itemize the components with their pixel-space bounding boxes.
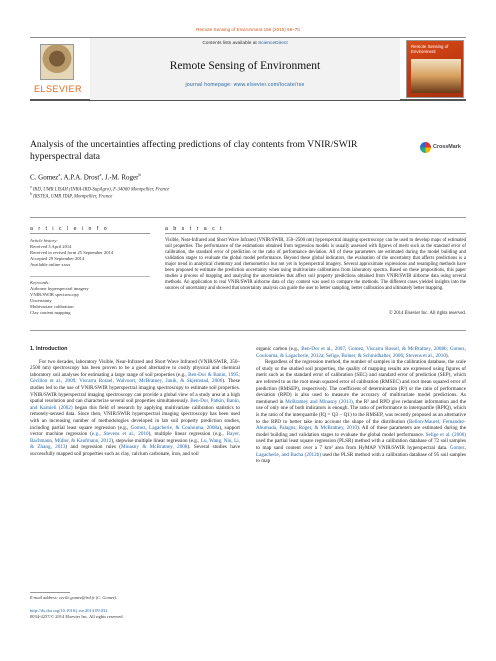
divider <box>30 217 466 218</box>
crossmark-label: CrossMark <box>433 144 461 150</box>
sciencedirect-link[interactable]: ScienceDirect <box>258 41 288 46</box>
citation-link[interactable]: Gomez, Lagacherie, & Coulouma, 2008a <box>130 424 220 431</box>
author-separator: , <box>60 173 64 182</box>
divider <box>30 233 150 234</box>
affiliation-mark: a <box>30 185 32 189</box>
paragraph-text: ), multiple linear regression (e.g., <box>148 431 227 438</box>
paragraph-text: used the PLSR method with a calibration database of 95 soil samples to map <box>256 451 467 465</box>
article-info-heading: a r t i c l e i n f o <box>30 226 109 232</box>
elsevier-tree-icon <box>40 44 74 80</box>
citation-link[interactable]: Minasny & McBratney, 2008 <box>120 444 188 451</box>
footnote-rule <box>30 592 70 593</box>
citation-link[interactable]: Ben-Dor, Patkin, Banin, and Karnieli (2002) <box>30 398 240 411</box>
paragraph-text: ), support vector machine regression ( <box>30 424 240 438</box>
paragraph <box>256 346 466 359</box>
affiliation <box>30 192 112 200</box>
divider <box>165 233 466 234</box>
cover-image <box>411 59 461 93</box>
section-heading: 1. Introduction <box>30 346 68 352</box>
citation-link[interactable]: Lu, Wang, Niu, Li, & Zhang, 2013 <box>30 437 240 451</box>
elsevier-wordmark: ELSEVIER <box>33 84 83 94</box>
keyword: Clay content mapping <box>30 310 71 315</box>
doi-block <box>30 608 124 620</box>
citation-link[interactable]: Gomez, Lagacherie, and Bacha (2012b) <box>256 444 466 458</box>
author-affiliation-mark[interactable]: a <box>58 172 61 177</box>
keyword: Airborne hyperspectral imagery <box>30 286 89 291</box>
author-name[interactable]: A.P.A. Drost <box>63 173 100 182</box>
paragraph-text: ). All of these parameters are estimated during the model building and validation stages to evaluate the global model performance. <box>256 425 466 438</box>
contents-line <box>90 41 400 46</box>
citation-link[interactable]: Bayer, Bachmann, Müller, & Kaufmann, 2012 <box>30 431 240 444</box>
paragraph-text: For two decades, laboratory Visible, Near-Infrared and Short Wave Infrared (VNIR/SWIR, 350–2500 nm) spectroscopy has been proven to be a good alternative to costly physical and chemical laboratory soil analyses for estimating a large range of soil properties (e.g., <box>30 358 240 378</box>
divider <box>30 330 466 331</box>
abstract-text: Visible, Near-Infrared and Short Wave Infrared (VNIR/SWIR, 350–2500 nm) hyperspectral imaging spectroscopy can be used to develop maps of estimated soil properties. The performance of the estimations obtained from regression models is usually assessed with figures of merit such as the standard error of calibration, the standard error of prediction or the ratio of performance deviation. All of these parameters are estimated during the model building and validation stages to evaluate the global model performance. Beyond these global indicators, the evaluation of the uncertainty that affects predictions is a major trend in analytical chemistry and chemometrics but not yet in hyperspectral imagery. Several approximate expressions and resampling methods have been proposed to estimate the prediction uncertainty when using multivariate calibrations from laboratory spectra. Based on these propositions, this paper studies a process of mapping and analyzing the uncertainties that affect soil property predictions obtained from VNIR/SWIR airborne data using several methods. An application to real VNIR/SWIR airborne data of clay content was used to compare the methods. The different cases yielded insights into the sources of uncertainty and showed that uncertainty analysis can guide the user to better sampling, better calibration and ultimately better mapping. <box>165 238 466 292</box>
elsevier-logo[interactable] <box>32 42 82 94</box>
contents-prefix: Contents lists available at <box>202 41 259 46</box>
abstract-heading: a b s t r a c t <box>165 226 224 232</box>
article-info <box>30 238 150 316</box>
journal-homepage-link[interactable]: journal homepage: www.elsevier.com/locate/rse <box>185 82 305 88</box>
paragraph-text: , the R² and RPD give redundant information and the use of only one of both indicators is enough. The ratio of performance to interquartile (RPIQ), which is the ratio of the interquartile (IQ = Q3 − Q1) to the RMSEP, was recently proposed as an alternative to the RPD to better take into account the shape of the distribution ( <box>256 398 466 425</box>
crossmark-badge[interactable] <box>420 142 466 154</box>
paragraph-text: ). These studies led to the use of VNIR/SWIR hyperspectral imaging spectroscopy to estimate soil properties. VNIR/SWIR hyperspectral imaging spectroscopy can provide a global view of a study area at a high spatial resolution and can characterize several soil properties simultaneously. <box>30 378 240 405</box>
author-affiliation-mark[interactable]: b <box>138 172 141 177</box>
paragraph-text: ). Several studies have successfully mapped soil properties such as clay, calcium carbonate, iron, and soil <box>30 444 240 457</box>
keyword: Multivariate calibration <box>30 304 74 309</box>
paragraph-text: Regardless of the regression method, the number of samples in the calibration database, the scale of study or the studied soil properties, the quality of mapping results are expressed using figures of merit such as the standard error of calibration (SEC) and standard error of prediction (SEP), which are referred to as the root mean squared error of calibration (RMSEC) and root mean squared error of prediction (RMSEP), respectively. The coefficient of determination (R²) or the ratio of performance deviation (RPD) is also used to measure the accuracy of multivariate model predictions. As mentioned in <box>256 359 466 405</box>
paragraph-text: organic carbon (e.g., <box>256 346 302 352</box>
masthead-center <box>90 38 400 100</box>
crossmark-icon <box>420 142 431 153</box>
abstract-copyright: © 2014 Elsevier Inc. All rights reserved. <box>389 311 466 316</box>
author-separator: , <box>101 173 105 182</box>
history-item: Received 3 April 2014 <box>30 244 72 249</box>
journal-cover-thumbnail[interactable] <box>406 40 464 98</box>
cover-title: Remote Sensing of Environment <box>411 44 449 54</box>
corresponding-author-email[interactable]: E-mail address: cecile.gomez@ird.fr (C. Gomez). <box>30 595 118 600</box>
paragraph-text: began this field of research by applying multivariate calibration statistics to remotely-sensed data. Since then, VNIR/SWIR hyperspectral imaging spectroscopy has been used with an increasing number of methodologies developed in lab soil property prediction studies, including partial least square regression (e.g., <box>30 404 240 431</box>
journal-title: Remote Sensing of Environment <box>169 60 321 72</box>
journal-reference[interactable]: Remote Sensing of Environment 156 (2015) 58–70 <box>196 27 300 32</box>
affiliation-text: IRSTEA, UMR ITAP, Montpellier, France <box>33 194 113 200</box>
history-item: Accepted 29 September 2014 <box>30 256 85 261</box>
issn-line: 0034-4257/© 2014 Elsevier Inc. All rights reserved. <box>30 614 124 619</box>
citation-link[interactable]: e.g., Stevens et al., 2010 <box>91 431 149 438</box>
citation-link[interactable]: Selige et al. (2006) <box>425 431 466 438</box>
affiliation-mark: b <box>30 192 32 196</box>
history-item: Available online xxxx <box>30 262 71 267</box>
journal-masthead <box>30 37 466 101</box>
paragraph-text: used the partial least square regression (PLSR) method with a calibration database of 72 soil samples to map sand content over a 7 km² area from HyMAP VNIR/SWIR hyperspectral data. <box>256 438 466 451</box>
history-label: Article history: <box>30 238 58 243</box>
paragraph-text: ), stepwise multiple linear regression (e.g., <box>111 437 201 444</box>
body-column-right <box>256 346 466 465</box>
author-list <box>30 172 141 181</box>
paragraph <box>256 359 466 465</box>
body-column-left <box>30 346 240 458</box>
doi-link[interactable]: http://dx.doi.org/10.1016/j.rse.2014.09.032 <box>30 608 108 613</box>
citation-link[interactable]: Bellon-Maurel, Fernandez-Ahumada, Palagos, Roger, & McBratney, 2010 <box>256 418 466 432</box>
history-item: Received in revised form 25 September 2014 <box>30 250 114 255</box>
keywords-label: Keywords: <box>30 276 150 286</box>
keyword: Uncertainty <box>30 298 52 303</box>
citation-link[interactable]: Ben-Dor et al., 2007; Gomez, Viscarra Rossel, & McBratney, 2008b; Gomez, Coulouma, & Lagacherie, 2012a; Selige, Bolner, & Schmidhalter, 2006; Stevens et al., 2010 <box>256 346 466 359</box>
author-affiliation-mark[interactable]: a <box>99 172 102 177</box>
paragraph-text: ) and regression rules ( <box>65 444 121 451</box>
author-name[interactable]: J.-M. Roger <box>104 173 139 182</box>
citation-link[interactable]: McBratney and Minasny (2013) <box>285 398 353 405</box>
citation-link[interactable]: Ben-Dor & Banin, 1995; Cécillon et al., 2009; Viscarra Rossel, Walvoort, McBratney, Janik, & Skjemstad, 2006 <box>30 371 240 385</box>
keyword: VNIR/SWIR spectroscopy <box>30 292 80 297</box>
affiliation-text: IRD, UMR LISAH (INRA-IRD-SupAgro), F-34060 Montpellier, France <box>32 187 170 193</box>
paragraph <box>30 359 240 458</box>
author-name[interactable]: C. Gomez <box>30 173 59 182</box>
paragraph-text: ). <box>445 352 449 359</box>
article-title: Analysis of the uncertainties affecting predictions of clay contents from VNIR/SWIR hyperspectral data <box>30 139 358 162</box>
